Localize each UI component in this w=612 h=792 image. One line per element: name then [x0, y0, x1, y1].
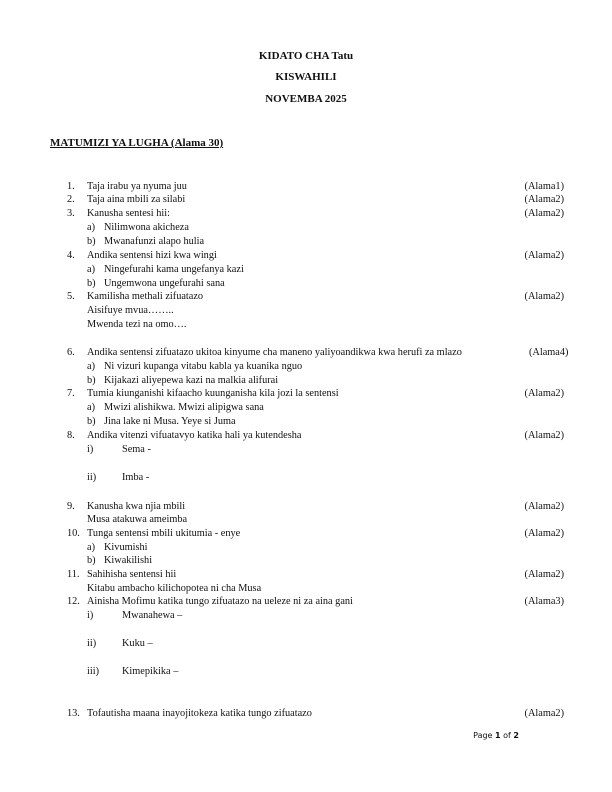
question-text: Tunga sentensi mbili ukitumia - enye: [87, 528, 241, 539]
page-total: 2: [513, 731, 519, 740]
sentence-line: Musa atakuwa ameimba: [87, 514, 188, 525]
part-label: a): [87, 361, 95, 372]
question-marks: (Alama2): [524, 250, 564, 261]
question-number: 6.: [67, 347, 75, 358]
question-text: Ainisha Mofimu katika tungo zifuatazo na ueleze ni za aina gani: [87, 596, 353, 607]
question-number: 5.: [67, 291, 75, 302]
question-marks: (Alama2): [524, 569, 564, 580]
question-marks: (Alama3): [524, 596, 564, 607]
question-number: 7.: [67, 388, 75, 399]
question-text: Taja aina mbili za silabi: [87, 194, 186, 205]
question-text: Sahihisha sentensi hii: [87, 569, 177, 580]
question-marks: (Alama2): [524, 291, 564, 302]
part-label: b): [87, 236, 96, 247]
of-label: of: [503, 731, 511, 740]
question-number: 4.: [67, 250, 75, 261]
question-marks: (Alama2): [524, 528, 564, 539]
part-text: Mwanafunzi alapo hulia: [104, 236, 205, 247]
part-label: i): [87, 444, 94, 455]
part-text: Mwizi alishikwa. Mwizi alipigwa sana: [104, 402, 264, 413]
question-number: 1.: [67, 181, 75, 192]
question-number: 2.: [67, 194, 75, 205]
header-subject: KISWAHILI: [275, 71, 337, 83]
question-marks: (Alama1): [524, 181, 564, 192]
question-number: 10.: [67, 528, 80, 539]
question-text: Andika sentensi zifuatazo ukitoa kinyume cha maneno yaliyoandikwa kwa herufi za mlazo: [87, 347, 462, 358]
question-text: Kanusha kwa njia mbili: [87, 501, 186, 512]
sentence-line: Kitabu ambacho kilichopotea ni cha Musa: [87, 583, 262, 594]
part-text: Ningefurahi kama ungefanya kazi: [104, 264, 244, 275]
part-text: Mwanahewa –: [122, 610, 183, 621]
question-number: 9.: [67, 501, 75, 512]
part-label: iii): [87, 666, 100, 677]
question-marks: (Alama2): [524, 430, 564, 441]
question-text: Taja irabu ya nyuma juu: [87, 181, 187, 192]
part-label: i): [87, 610, 94, 621]
question-text: Tumia kiunganishi kifaacho kuunganisha kila jozi la sentensi: [87, 388, 339, 399]
question-marks: (Alama2): [524, 208, 564, 219]
part-text: Ungemwona ungefurahi sana: [104, 278, 225, 289]
question-number: 12.: [67, 596, 80, 607]
part-text: Kimepikika –: [122, 666, 179, 677]
part-label: a): [87, 402, 95, 413]
part-label: b): [87, 278, 96, 289]
question-marks: (Alama2): [524, 501, 564, 512]
part-text: Kivumishi: [104, 542, 148, 553]
question-text: Kamilisha methali zifuatazo: [87, 291, 204, 302]
part-text: Jina lake ni Musa. Yeye si Juma: [104, 416, 236, 427]
part-text: Imba -: [122, 472, 150, 483]
part-label: ii): [87, 638, 97, 649]
part-text: Kiwakilishi: [104, 555, 153, 566]
question-number: 13.: [67, 708, 80, 719]
header-date: NOVEMBA 2025: [265, 93, 347, 105]
question-text: Andika sentensi hizi kwa wingi: [87, 250, 217, 261]
question-marks: (Alama2): [524, 708, 564, 719]
part-text: Nilimwona akicheza: [104, 222, 189, 233]
part-text: Kuku –: [122, 638, 153, 649]
page-label: Page: [473, 731, 493, 740]
part-text: Kijakazi aliyepewa kazi na malkia alifurai: [104, 375, 279, 386]
part-label: b): [87, 555, 96, 566]
question-number: 8.: [67, 430, 75, 441]
part-label: a): [87, 264, 95, 275]
page-indicator: [473, 731, 519, 740]
question-number: 11.: [67, 569, 80, 580]
question-text: Tofautisha maana inayojitokeza katika tungo zifuatazo: [87, 708, 312, 719]
part-label: a): [87, 222, 95, 233]
question-marks: (Alama2): [524, 388, 564, 399]
question-text: Andika vitenzi vifuatavyo katika hali ya kutendesha: [87, 430, 302, 441]
part-label: a): [87, 542, 95, 553]
proverb-line: Mwenda tezi na omo….: [87, 319, 187, 330]
part-label: b): [87, 375, 96, 386]
part-text: Sema -: [122, 444, 151, 455]
part-label: b): [87, 416, 96, 427]
question-number: 3.: [67, 208, 75, 219]
header-class-level: KIDATO CHA Tatu: [258, 50, 354, 62]
question-text: Kanusha sentesi hii:: [87, 208, 170, 219]
part-text: Ni vizuri kupanga vitabu kabla ya kuanika nguo: [104, 361, 303, 372]
question-marks: (Alama4): [529, 347, 569, 358]
section-heading: MATUMIZI YA LUGHA (Alama 30): [50, 137, 224, 149]
page-current: 1: [495, 731, 501, 740]
proverb-line: Aisifuye mvua……..: [87, 305, 174, 316]
part-label: ii): [87, 472, 97, 483]
question-marks: (Alama2): [524, 194, 564, 205]
